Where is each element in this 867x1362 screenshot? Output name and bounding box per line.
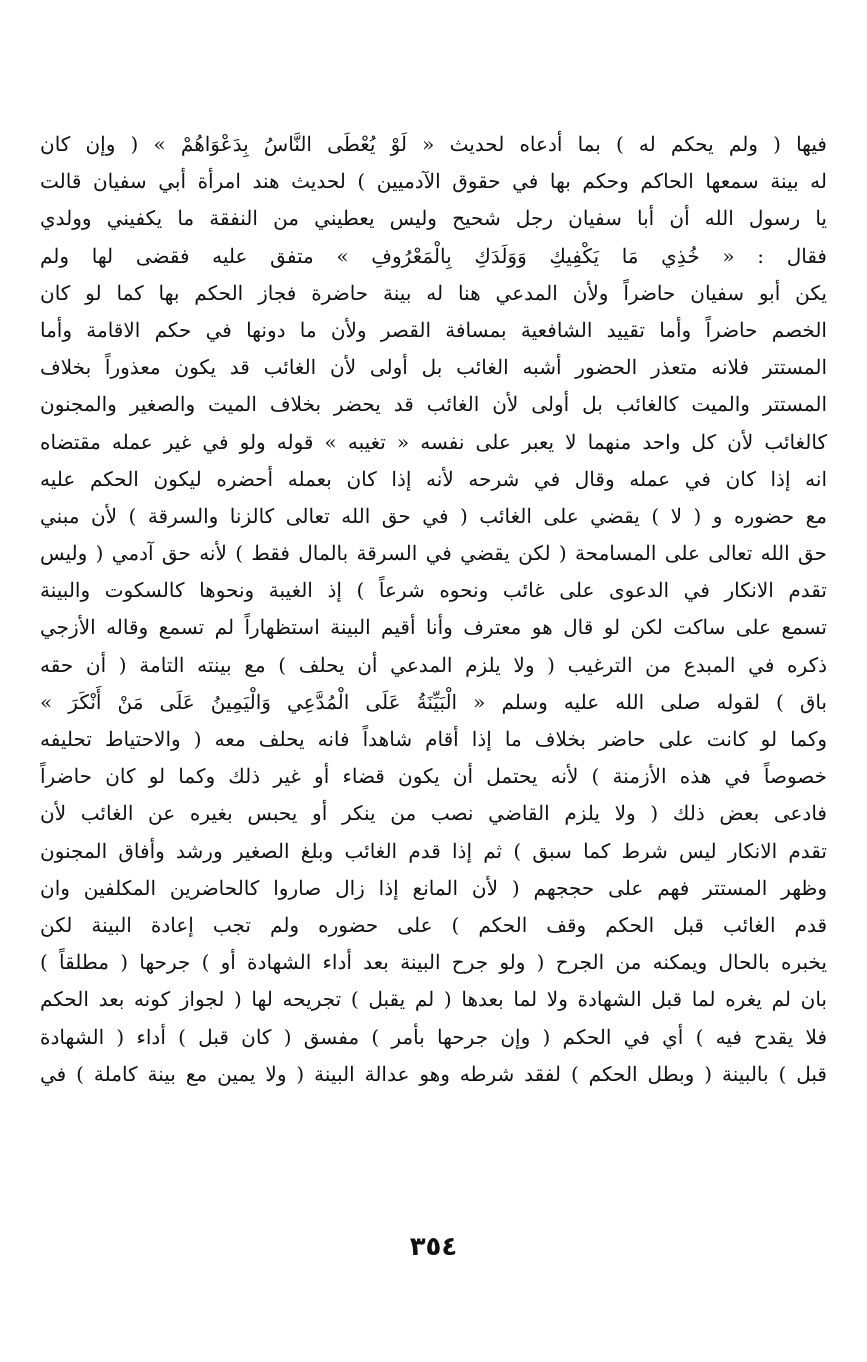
- text-line-3: يا رسول الله أن أبا سفيان رجل شحيح وليس يعطيني من النفقة ما يكفيني وولدي: [40, 206, 827, 231]
- text-line-24: بان لم يغره لما قبل الشهادة ولا لما بعدها ( لم يقبل ) تجريحه لها ( لجواز كونه بعد الحكم: [40, 987, 827, 1012]
- page-number: ٣٥٤: [409, 1232, 458, 1262]
- text-line-5: يكن أبو سفيان حاضراً ولأن المدعي هنا له بينة حاضرة فجاز الحكم بها كما لو كان: [40, 280, 827, 305]
- text-line-7: المستتر فلانه متعذر الحضور أشبه الغائب بل أولى لأن الغائب قد يكون معذوراً بخلاف: [40, 355, 827, 380]
- text-line-22: قدم الغائب قبل الحكم وقف الحكم ) على حضوره ولم تجب إعادة البينة لكن: [40, 912, 827, 937]
- text-line-2: له بينة سمعها الحاكم وحكم بها في حقوق الآدميين ) لحديث هند امرأة أبي سفيان قالت: [40, 169, 827, 194]
- text-line-23: يخبره بالحال ويمكنه من الجرح ( ولو جرح البينة بعد أداء الشهادة أو ) جرحها ( مطلقاً ): [40, 950, 827, 975]
- text-line-8: المستتر والميت كالغائب بل أولى لأن الغائب قد يحضر بخلاف الميت والصغير والمجنون: [40, 392, 827, 417]
- text-line-25: فلا يقدح فيه ) أي في الحكم ( وإن جرحها بأمر ) مفسق ( كان قبل ) أداء ( الشهادة: [40, 1024, 827, 1049]
- text-line-14: تسمع على ساكت لكن لو قال هو معترف وأنا أقيم البينة استظهاراً لم تسمع وقاله الأزجي: [40, 615, 827, 640]
- text-line-19: فادعى بعض ذلك ( ولا يلزم القاضي نصب من ينكر أو يحبس بغيره عن الغائب لأن: [40, 801, 827, 826]
- text-line-10: انه إذا كان في عمله وقال في شرحه لأنه إذا كان بعمله أحضره ليكون الحكم عليه: [40, 466, 827, 491]
- text-line-15: ذكره في المبدع من الترغيب ( ولا يلزم المدعي أن يحلف ) مع بينته التامة ( أن حقه: [40, 652, 827, 677]
- text-line-17: وكما لو كانت على حاضر بخلاف ما إذا أقام شاهداً فانه يحلف معه ( والاحتياط تحليفه: [40, 727, 827, 751]
- text-line-12: حق الله تعالى على المسامحة ( لكن يقضي في السرقة بالمال فقط ) لأنه حق آدمي ( وليس: [40, 541, 827, 566]
- text-line-26: قبل ) بالبينة ( وبطل الحكم ) لفقد شرطه وهو عدالة البينة ( ولا يمين مع بينة كاملة ) في: [40, 1061, 827, 1086]
- text-line-16: باق ) لقوله صلى الله عليه وسلم « الْبَيِّنَةُ عَلَى الْمُدَّعِي وَالْيَمِينُ عَلَى مَنْ أَنْكَرَ »: [40, 689, 827, 714]
- text-line-1: فيها ( ولم يحكم له ) بما أدعاه لحديث « لَوْ يُعْطَى النَّاسُ بِدَعْوَاهُمْ » ( وإن كان: [40, 132, 827, 156]
- text-line-18: خصوصاً في هذه الأزمنة ) لأنه يحتمل أن يكون قضاء أو غير ذلك وكما لو كان حاضراً: [40, 764, 827, 789]
- text-line-13: تقدم الانكار في الدعوى على غائب ونحوه شرعاً ) إذ الغيبة ونحوها كالسكوت والبينة: [40, 578, 827, 603]
- text-line-11: مع حضوره و ( لا ) يقضي على الغائب ( في حق الله تعالى كالزنا والسرقة ) لأن مبني: [40, 503, 827, 528]
- text-line-21: وظهر المستتر فهم على حججهم ( لأن المانع إذا زال صاروا كالحاضرين المكلفين وان: [40, 875, 827, 900]
- text-line-9: كالغائب لأن كل واحد منهما لا يعبر على نفسه « تغيبه » قوله ولو في غير عمله مقتضاه: [40, 429, 827, 454]
- text-line-20: تقدم الانكار ليس شرط كما سبق ) ثم إذا قدم الغائب وبلغ الصغير ورشد وأفاق المجنون: [40, 838, 827, 863]
- body-text: [40, 126, 827, 1093]
- text-line-4: فقال : « خُذِي مَا يَكْفِيكِ وَوَلَدَكِ بِالْمَعْرُوفِ » متفق عليه فقضى لها ولم: [40, 243, 827, 268]
- text-line-6: الخصم حاضراً وأما تقييد الشافعية بمسافة القصر ولأن ما دونها في حكم الاقامة وأما: [40, 317, 827, 342]
